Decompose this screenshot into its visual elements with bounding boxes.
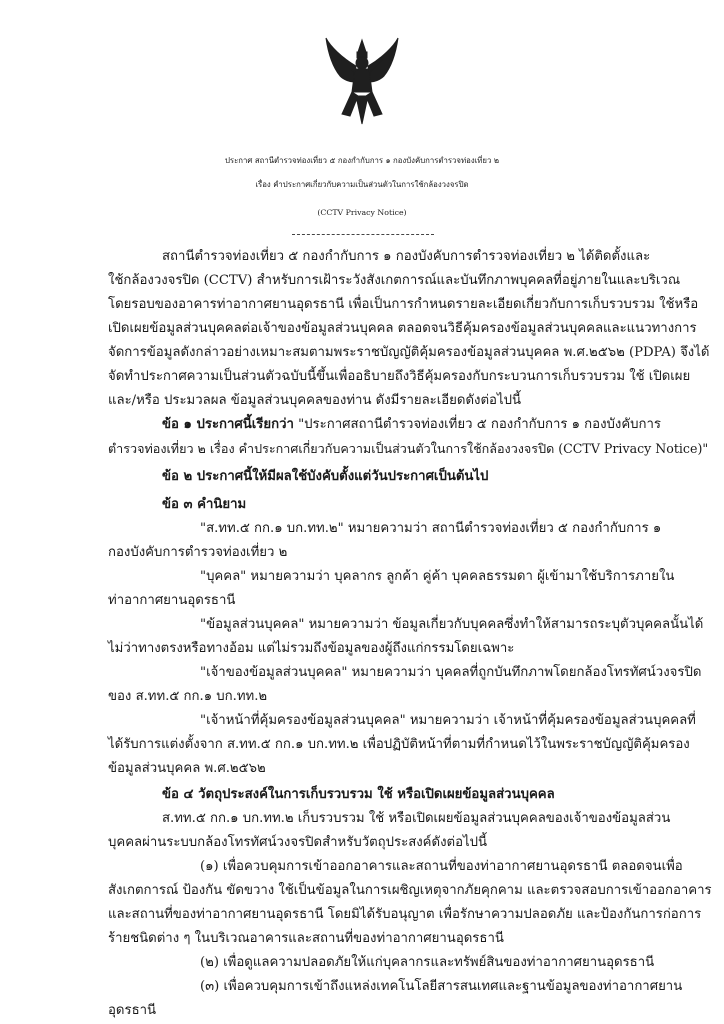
definition-line: ได้รับการแต่งตั้งจาก ส.ทท.๕ กก.๑ บก.ทท.๒ เพื่อปฏิบัติหน้าที่ตามที่กำหนดไว้ในพระราชบัญญัติคุ้มครอง xyxy=(108,737,690,752)
clause-2: ข้อ ๒ ประกาศนี้ให้มีผลใช้บังคับตั้งแต่วันประกาศเป็นต้นไป xyxy=(162,469,489,484)
definition-line: "ข้อมูลส่วนบุคคล" หมายความว่า ข้อมูลเกี่ยวกับบุคคลซึ่งทำให้สามารถระบุตัวบุคคลนั้นได้ xyxy=(200,617,704,632)
clause-1-heading: ข้อ ๑ ประกาศนี้เรียกว่า xyxy=(162,417,294,432)
definition-line: กองบังคับการตำรวจท่องเที่ยว ๒ xyxy=(108,545,288,560)
purpose-line: บุคคลผ่านระบบกล้องโทรทัศน์วงจรปิดสำหรับวัตถุประสงค์ดังต่อไปนี้ xyxy=(108,835,488,850)
intro-line: จัดทำประกาศความเป็นส่วนตัวฉบับนี้ขึ้นเพื่ออธิบายถึงวิธีคุ้มครองกับกระบวนการเก็บรวบรวม ใช้ เปิดเผย xyxy=(108,369,691,384)
intro-line: จัดการข้อมูลดังกล่าวอย่างเหมาะสมตามพระราชบัญญัติคุ้มครองข้อมูลส่วนบุคคล พ.ศ.๒๕๖๒ (PDPA) จึงได้ xyxy=(108,345,710,360)
definition-line: "ส.ทท.๕ กก.๑ บก.ทท.๒" หมายความว่า สถานีตำรวจท่องเที่ยว ๕ กองกำกับการ ๑ xyxy=(200,521,662,536)
definition-line: ข้อมูลส่วนบุคคล พ.ศ.๒๕๖๒ xyxy=(108,761,266,776)
clause-1 xyxy=(162,416,661,433)
purpose-item: สังเกตการณ์ ป้องกัน ขัดขวาง ใช้เป็นข้อมูลในการเผชิญเหตุจากภัยคุกคาม และตรวจสอบการเข้าออกอาคาร xyxy=(108,883,712,898)
intro-line: โดยรอบของอาคารท่าอากาศยานอุดรธานี เพื่อเป็นการกำหนดรายละเอียดเกี่ยวกับการเก็บรวบรวม ใช้หรือ xyxy=(108,297,699,312)
definition-line: "เจ้าของข้อมูลส่วนบุคคล" หมายความว่า บุคคลที่ถูกบันทึกภาพโดยกล้องโทรทัศน์วงจรปิด xyxy=(200,665,702,680)
garuda-emblem-icon xyxy=(322,36,402,126)
definition-line: ท่าอากาศยานอุดรธานี xyxy=(108,593,236,608)
notice-subject: เรื่อง คำประกาศเกี่ยวกับความเป็นส่วนตัวในการใช้กล้องวงจรปิด xyxy=(255,180,469,189)
purpose-item: และสถานที่ของท่าอากาศยานอุดรธานี โดยมิได้รับอนุญาต เพื่อรักษาความปลอดภัย และป้องกันการก่อการ xyxy=(108,907,702,922)
purpose-item: ร้ายชนิดต่าง ๆ ในบริเวณอาคารและสถานที่ของท่าอากาศยานอุดรธานี xyxy=(108,931,504,946)
purpose-item: (๒) เพื่อดูแลความปลอดภัยให้แก่บุคลากรและทรัพย์สินของท่าอากาศยานอุดรธานี xyxy=(200,955,655,970)
intro-line: เปิดเผยข้อมูลส่วนบุคคลต่อเจ้าของข้อมูลส่วนบุคคล ตลอดจนวิธีคุ้มครองข้อมูลส่วนบุคคลและแนวทางการ xyxy=(108,321,697,336)
purpose-item: (๓) เพื่อควบคุมการเข้าถึงแหล่งเทคโนโลยีสารสนเทศและฐานข้อมูลของท่าอากาศยาน xyxy=(200,979,683,994)
intro-line: สถานีตำรวจท่องเที่ยว ๕ กองกำกับการ ๑ กองบังคับการตำรวจท่องเที่ยว ๒ ได้ติดตั้งและ xyxy=(162,249,651,264)
clause-3-heading: ข้อ ๓ คำนิยาม xyxy=(162,497,247,512)
clause-1-text: "ประกาศสถานีตำรวจท่องเที่ยว ๕ กองกำกับการ ๑ กองบังคับการ xyxy=(293,417,662,432)
purpose-item: (๑) เพื่อควบคุมการเข้าออกอาคารและสถานที่ของท่าอากาศยานอุดรธานี ตลอดจนเพื่อ xyxy=(200,859,683,874)
purpose-item: อุดรธานี xyxy=(108,1003,157,1018)
definition-line: "บุคคล" หมายความว่า บุคลากร ลูกค้า คู่ค้า บุคคลธรรมดา ผู้เข้ามาใช้บริการภายใน xyxy=(200,569,675,584)
notice-subtitle: (CCTV Privacy Notice) xyxy=(317,208,407,217)
intro-line: ใช้กล้องวงจรปิด (CCTV) สำหรับการเฝ้าระวังสังเกตการณ์และบันทึกภาพบุคคลที่อยู่ภายในและบริเวณ xyxy=(108,273,681,288)
header-divider xyxy=(292,234,434,235)
purpose-line: ส.ทท.๕ กก.๑ บก.ทท.๒ เก็บรวบรวม ใช้ หรือเปิดเผยข้อมูลส่วนบุคคลของเจ้าของข้อมูลส่วน xyxy=(162,811,671,826)
definition-line: ไม่ว่าทางตรงหรือทางอ้อม แต่ไม่รวมถึงข้อมูลของผู้ถึงแก่กรรมโดยเฉพาะ xyxy=(108,641,515,656)
definition-line: ของ ส.ทท.๕ กก.๑ บก.ทท.๒ xyxy=(108,689,268,704)
notice-header: ประกาศ สถานีตำรวจท่องเที่ยว ๕ กองกำกับการ ๑ กองบังคับการตำรวจท่องเที่ยว ๒ xyxy=(224,156,500,165)
definition-line: "เจ้าหน้าที่คุ้มครองข้อมูลส่วนบุคคล" หมายความว่า เจ้าหน้าที่คุ้มครองข้อมูลส่วนบุคคลที่ xyxy=(200,713,696,728)
intro-line: และ/หรือ ประมวลผล ข้อมูลส่วนบุคคลของท่าน ดังมีรายละเอียดดังต่อไปนี้ xyxy=(108,393,521,408)
clause-4-heading: ข้อ ๔ วัตถุประสงค์ในการเก็บรวบรวม ใช้ หรือเปิดเผยข้อมูลส่วนบุคคล xyxy=(162,787,555,802)
clause-1-line: ตำรวจท่องเที่ยว ๒ เรื่อง คำประกาศเกี่ยวกับความเป็นส่วนตัวในการใช้กล้องวงจรปิด (CCTV Privacy Notice)" xyxy=(108,441,709,456)
